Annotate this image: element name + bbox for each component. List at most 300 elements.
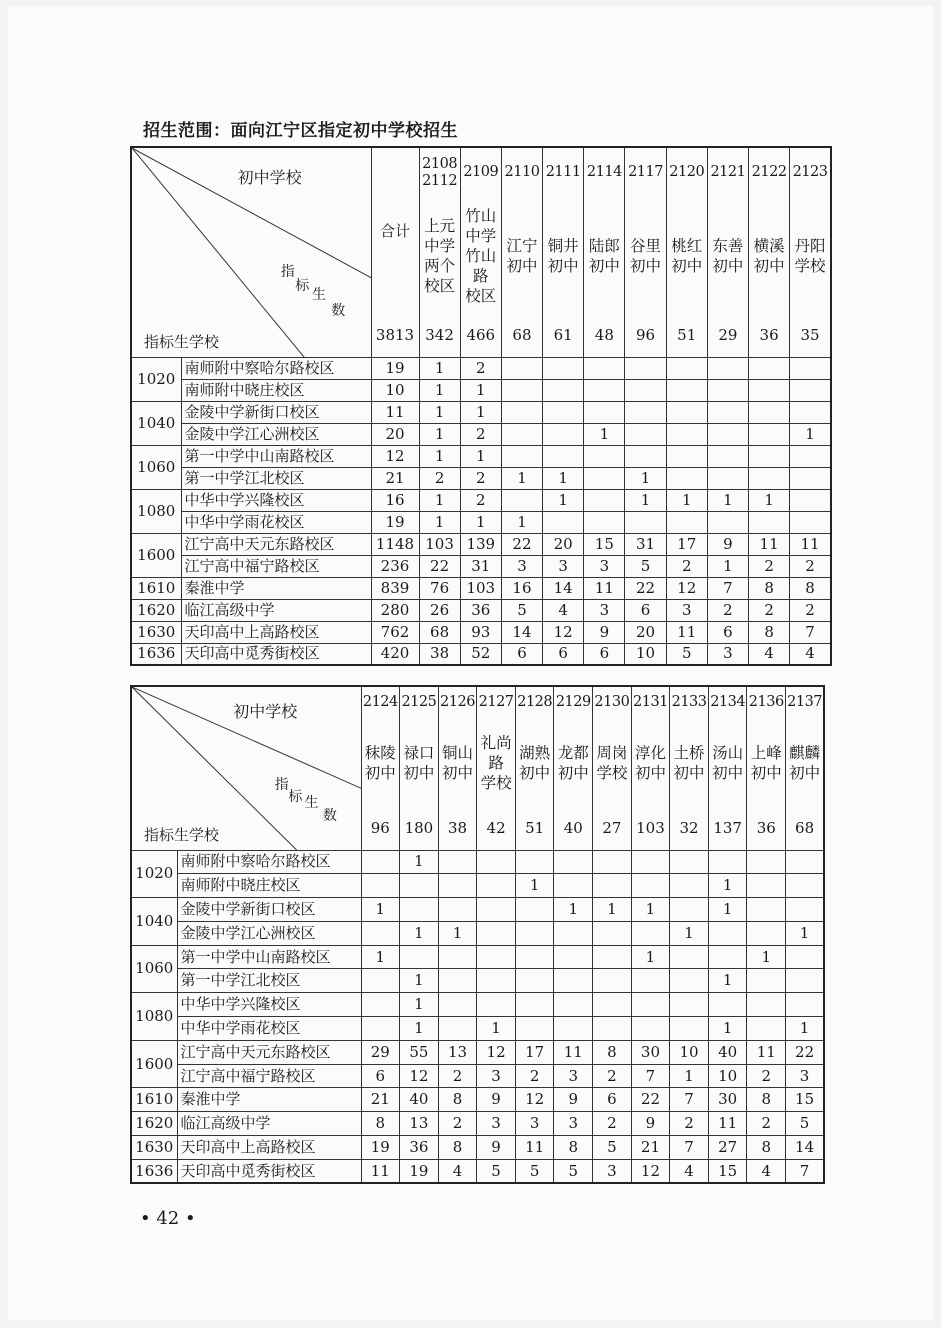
quota-cell: 2 [670, 1112, 709, 1136]
quota-cell [593, 921, 632, 945]
group-code-cell: 1040 [131, 401, 181, 445]
school-quota-value: 137 [708, 808, 747, 850]
school-quota-value: 68 [786, 808, 825, 850]
quota-cell: 1 [460, 401, 501, 423]
quota-cell: 11 [747, 1040, 786, 1064]
quota-cell: 30 [631, 1040, 670, 1064]
quota-cell [543, 445, 584, 467]
quota-cell: 1 [708, 898, 747, 922]
quota-cell [707, 423, 748, 445]
quota-cell: 36 [460, 599, 501, 621]
group-code-cell: 1610 [131, 577, 181, 599]
quota-cell [666, 357, 707, 379]
quota-cell [501, 379, 542, 401]
diagonal-label-char: 指 [274, 777, 289, 794]
quota-cell: 19 [361, 1136, 400, 1160]
school-code-header: 2117 [625, 147, 666, 197]
quota-cell: 6 [361, 1064, 400, 1088]
school-code-header: 2120 [666, 147, 707, 197]
quota-cell [790, 357, 831, 379]
quota-cell [554, 945, 593, 969]
quota-cell: 1 [501, 467, 542, 489]
quota-cell: 11 [666, 621, 707, 643]
quota-cell: 9 [584, 621, 625, 643]
quota-cell: 40 [400, 1088, 439, 1112]
school-quota-value: 36 [747, 808, 786, 850]
quota-cell: 20 [625, 621, 666, 643]
school-quota-value: 36 [749, 315, 790, 357]
quota-cell [543, 423, 584, 445]
quota-cell: 6 [501, 643, 542, 665]
school-code-header: 2134 [708, 686, 747, 718]
quota-cell [708, 850, 747, 874]
school-code-header: 2122 [749, 147, 790, 197]
high-school-name-cell: 秦淮中学 [181, 577, 371, 599]
quota-cell: 4 [670, 1159, 709, 1183]
table-row [131, 1136, 824, 1160]
quota-cell [554, 993, 593, 1017]
group-code-cell: 1620 [131, 1112, 177, 1136]
table-row [131, 874, 824, 898]
high-school-name-cell: 临江高级中学 [177, 1112, 361, 1136]
group-code-cell: 1610 [131, 1088, 177, 1112]
quota-cell: 5 [515, 1159, 554, 1183]
quota-cell: 1 [400, 969, 439, 993]
quota-cell: 93 [460, 621, 501, 643]
diagonal-label-char: 标 [288, 788, 303, 805]
quota-cell [707, 445, 748, 467]
quota-cell [400, 874, 439, 898]
quota-cell: 5 [501, 599, 542, 621]
quota-cell [554, 1017, 593, 1041]
quota-cell [708, 921, 747, 945]
group-code-cell: 1020 [131, 850, 177, 898]
quota-cell [477, 850, 516, 874]
school-name-header: 丹阳 学校 [790, 197, 831, 315]
quota-cell [584, 467, 625, 489]
quota-cell: 2 [460, 423, 501, 445]
quota-cell [707, 379, 748, 401]
quota-cell [707, 511, 748, 533]
quota-cell [747, 969, 786, 993]
high-school-name-cell: 金陵中学江心洲校区 [177, 921, 361, 945]
quota-cell: 9 [554, 1088, 593, 1112]
school-name-header: 周岗 学校 [593, 718, 632, 808]
table-row [131, 423, 831, 445]
grand-total-value: 3813 [371, 315, 419, 357]
high-school-name-cell: 江宁高中天元东路校区 [177, 1040, 361, 1064]
quota-cell: 4 [438, 1159, 477, 1183]
quota-cell [400, 945, 439, 969]
row-total-cell: 16 [371, 489, 419, 511]
quota-cell: 1 [419, 379, 460, 401]
quota-cell: 1 [501, 511, 542, 533]
quota-cell: 13 [438, 1040, 477, 1064]
quota-cell: 8 [593, 1040, 632, 1064]
table-row [131, 969, 824, 993]
quota-cell: 1 [708, 969, 747, 993]
quota-cell [438, 993, 477, 1017]
high-school-name-cell: 南师附中晓庄校区 [181, 379, 371, 401]
quota-cell: 1 [419, 511, 460, 533]
quota-cell: 2 [460, 357, 501, 379]
quota-cell: 52 [460, 643, 501, 665]
quota-cell [790, 489, 831, 511]
quota-cell: 11 [708, 1112, 747, 1136]
quota-cell [666, 511, 707, 533]
school-quota-value: 103 [631, 808, 670, 850]
quota-cell: 8 [790, 577, 831, 599]
quota-cell: 1 [400, 993, 439, 1017]
quota-cell [501, 445, 542, 467]
quota-cell [790, 379, 831, 401]
table-row [131, 993, 824, 1017]
quota-cell [786, 898, 825, 922]
school-quota-value: 27 [593, 808, 632, 850]
quota-cell: 2 [749, 599, 790, 621]
quota-cell: 1 [747, 945, 786, 969]
row-total-cell: 280 [371, 599, 419, 621]
enrollment-scope-caption: 招生范围：面向江宁区指定初中学校招生 [143, 121, 458, 141]
quota-cell: 10 [625, 643, 666, 665]
school-code-header: 2114 [584, 147, 625, 197]
table-row [131, 599, 831, 621]
school-code-header: 2126 [438, 686, 477, 718]
quota-cell [625, 423, 666, 445]
quota-cell [515, 921, 554, 945]
quota-cell [554, 850, 593, 874]
total-header: 合计 [371, 147, 419, 315]
school-name-header: 土桥 初中 [670, 718, 709, 808]
high-school-name-cell: 金陵中学江心洲校区 [181, 423, 371, 445]
table-row [131, 511, 831, 533]
school-code-header: 2136 [747, 686, 786, 718]
quota-cell: 11 [584, 577, 625, 599]
school-code-header: 2131 [631, 686, 670, 718]
quota-cell: 22 [631, 1088, 670, 1112]
group-code-cell: 1020 [131, 357, 181, 401]
quota-cell: 2 [749, 555, 790, 577]
quota-cell: 6 [593, 1088, 632, 1112]
quota-cell [631, 874, 670, 898]
quota-cell: 3 [666, 599, 707, 621]
quota-cell: 40 [708, 1040, 747, 1064]
table-row [131, 1088, 824, 1112]
quota-cell [361, 850, 400, 874]
quota-cell: 11 [515, 1136, 554, 1160]
quota-cell: 3 [477, 1064, 516, 1088]
quota-cell: 1 [543, 467, 584, 489]
quota-cell [543, 511, 584, 533]
quota-cell: 139 [460, 533, 501, 555]
quota-cell [631, 993, 670, 1017]
school-code-header: 2109 [460, 147, 501, 197]
quota-cell: 1 [786, 921, 825, 945]
quota-cell: 1 [631, 898, 670, 922]
table-row [131, 621, 831, 643]
quota-cell: 3 [543, 555, 584, 577]
quota-cell [477, 993, 516, 1017]
quota-cell: 1 [670, 921, 709, 945]
quota-cell [666, 379, 707, 401]
school-quota-value: 466 [460, 315, 501, 357]
school-name-header: 汤山 初中 [708, 718, 747, 808]
school-code-header: 2130 [593, 686, 632, 718]
high-school-name-cell: 江宁高中天元东路校区 [181, 533, 371, 555]
quota-cell: 3 [593, 1159, 632, 1183]
quota-cell: 11 [749, 533, 790, 555]
quota-cell [501, 489, 542, 511]
quota-cell: 2 [707, 599, 748, 621]
quota-cell [786, 850, 825, 874]
quota-cell: 26 [419, 599, 460, 621]
school-quota-value: 29 [707, 315, 748, 357]
high-school-name-cell: 临江高级中学 [181, 599, 371, 621]
quota-cell: 8 [747, 1088, 786, 1112]
quota-cell [631, 969, 670, 993]
row-axis-label: 指标生学校 [144, 333, 220, 351]
quota-cell: 55 [400, 1040, 439, 1064]
school-quota-value: 42 [477, 808, 516, 850]
quota-cell: 5 [625, 555, 666, 577]
quota-cell [670, 874, 709, 898]
quota-cell: 2 [593, 1064, 632, 1088]
quota-cell: 13 [400, 1112, 439, 1136]
school-quota-value: 51 [666, 315, 707, 357]
school-name-header: 麒麟 初中 [786, 718, 825, 808]
quota-cell: 6 [707, 621, 748, 643]
page-number: • 42 • [140, 1208, 196, 1229]
quota-cell: 22 [419, 555, 460, 577]
quota-cell [584, 357, 625, 379]
quota-cell: 7 [631, 1064, 670, 1088]
quota-cell [438, 898, 477, 922]
quota-cell: 3 [554, 1112, 593, 1136]
quota-cell [438, 969, 477, 993]
high-school-name-cell: 金陵中学新街口校区 [177, 898, 361, 922]
school-code-header: 2125 [400, 686, 439, 718]
quota-cell [670, 898, 709, 922]
school-name-header: 铜井 初中 [543, 197, 584, 315]
high-school-name-cell: 南师附中晓庄校区 [177, 874, 361, 898]
quota-cell [554, 921, 593, 945]
quota-cell [477, 945, 516, 969]
quota-cell [438, 1017, 477, 1041]
quota-cell: 21 [361, 1088, 400, 1112]
quota-cell [554, 874, 593, 898]
table-row [131, 1040, 824, 1064]
quota-cell: 10 [670, 1040, 709, 1064]
quota-cell: 2 [515, 1064, 554, 1088]
school-name-header: 竹山 中学 竹山 路 校区 [460, 197, 501, 315]
diagonal-label-char: 标 [295, 278, 310, 295]
quota-cell [747, 921, 786, 945]
quota-cell [593, 945, 632, 969]
quota-cell [554, 969, 593, 993]
quota-cell: 17 [666, 533, 707, 555]
quota-cell [707, 401, 748, 423]
table-row [131, 401, 831, 423]
quota-cell [361, 921, 400, 945]
quota-cell [708, 945, 747, 969]
quota-cell: 1 [708, 874, 747, 898]
quota-cell: 2 [747, 1112, 786, 1136]
quota-cell: 1 [707, 555, 748, 577]
quota-cell: 8 [747, 1136, 786, 1160]
quota-cell [515, 1017, 554, 1041]
quota-cell: 3 [786, 1064, 825, 1088]
high-school-name-cell: 秦淮中学 [177, 1088, 361, 1112]
quota-cell: 1 [438, 921, 477, 945]
school-code-header: 2123 [790, 147, 831, 197]
quota-cell: 10 [708, 1064, 747, 1088]
school-name-header: 礼尚 路 学校 [477, 718, 516, 808]
quota-cell: 1 [543, 489, 584, 511]
quota-cell: 1 [749, 489, 790, 511]
school-quota-value: 40 [554, 808, 593, 850]
quota-cell: 7 [670, 1088, 709, 1112]
quota-cell: 1 [625, 467, 666, 489]
quota-cell: 6 [543, 643, 584, 665]
column-axis-label: 初中学校 [233, 702, 298, 722]
school-name-header: 上峰 初中 [747, 718, 786, 808]
quota-cell: 1 [460, 445, 501, 467]
header-code-row [131, 686, 824, 718]
table-row [131, 850, 824, 874]
table-row [131, 1112, 824, 1136]
quota-cell [584, 511, 625, 533]
quota-cell [477, 921, 516, 945]
quota-cell [747, 898, 786, 922]
quota-cell [790, 467, 831, 489]
group-code-cell: 1080 [131, 489, 181, 533]
quota-cell: 3 [554, 1064, 593, 1088]
quota-cell: 3 [584, 555, 625, 577]
quota-cell [670, 850, 709, 874]
quota-cell: 16 [501, 577, 542, 599]
table-row [131, 921, 824, 945]
table-row [131, 898, 824, 922]
quota-cell [786, 945, 825, 969]
quota-cell: 1 [400, 921, 439, 945]
table-row [131, 533, 831, 555]
quota-cell: 1 [419, 445, 460, 467]
quota-cell: 1 [419, 357, 460, 379]
school-name-header: 上元 中学 两个 校区 [419, 197, 460, 315]
school-code-header: 2128 [515, 686, 554, 718]
quota-cell: 11 [790, 533, 831, 555]
quota-table-2 [130, 685, 825, 1184]
quota-cell: 7 [670, 1136, 709, 1160]
school-code-header: 2129 [554, 686, 593, 718]
quota-cell [749, 379, 790, 401]
quota-cell: 27 [708, 1136, 747, 1160]
quota-cell: 15 [708, 1159, 747, 1183]
school-quota-value: 61 [543, 315, 584, 357]
quota-cell: 15 [786, 1088, 825, 1112]
high-school-name-cell: 中华中学兴隆校区 [177, 993, 361, 1017]
school-name-header: 陆郎 初中 [584, 197, 625, 315]
diagonal-label-char: 生 [304, 795, 319, 812]
school-name-header: 禄口 初中 [400, 718, 439, 808]
quota-cell [438, 850, 477, 874]
quota-cell [593, 969, 632, 993]
school-name-header: 东善 初中 [707, 197, 748, 315]
quota-cell [666, 467, 707, 489]
high-school-name-cell: 金陵中学新街口校区 [181, 401, 371, 423]
school-code-header: 2121 [707, 147, 748, 197]
diagonal-label-char: 数 [331, 303, 346, 320]
table-row [131, 1159, 824, 1183]
quota-cell [593, 1017, 632, 1041]
row-total-cell: 12 [371, 445, 419, 467]
quota-cell [707, 467, 748, 489]
quota-cell: 12 [666, 577, 707, 599]
quota-cell [438, 945, 477, 969]
quota-cell: 6 [625, 599, 666, 621]
quota-cell: 1 [400, 850, 439, 874]
school-name-header: 湖熟 初中 [515, 718, 554, 808]
school-code-header: 2127 [477, 686, 516, 718]
quota-cell: 5 [554, 1159, 593, 1183]
group-code-cell: 1630 [131, 621, 181, 643]
table-row [131, 555, 831, 577]
table-row [131, 643, 831, 665]
quota-cell: 12 [515, 1088, 554, 1112]
quota-cell: 8 [749, 621, 790, 643]
quota-cell: 8 [749, 577, 790, 599]
table-row [131, 445, 831, 467]
quota-cell [501, 401, 542, 423]
row-total-cell: 1148 [371, 533, 419, 555]
table-row [131, 1064, 824, 1088]
quota-cell [749, 511, 790, 533]
quota-cell: 5 [477, 1159, 516, 1183]
quota-cell [501, 423, 542, 445]
quota-cell [625, 445, 666, 467]
quota-cell: 8 [554, 1136, 593, 1160]
school-quota-value: 51 [515, 808, 554, 850]
quota-cell: 22 [786, 1040, 825, 1064]
school-quota-value: 32 [670, 808, 709, 850]
high-school-name-cell: 天印高中觅秀街校区 [181, 643, 371, 665]
quota-cell [631, 850, 670, 874]
quota-cell: 30 [708, 1088, 747, 1112]
quota-cell: 1 [593, 898, 632, 922]
corner-header-cell [131, 686, 361, 850]
quota-cell: 1 [707, 489, 748, 511]
school-name-header: 淳化 初中 [631, 718, 670, 808]
quota-cell: 5 [666, 643, 707, 665]
school-quota-value: 38 [438, 808, 477, 850]
quota-cell [584, 489, 625, 511]
quota-cell: 1 [666, 489, 707, 511]
quota-cell [477, 969, 516, 993]
quota-cell: 14 [501, 621, 542, 643]
quota-cell: 5 [593, 1136, 632, 1160]
quota-cell [625, 379, 666, 401]
school-quota-value: 342 [419, 315, 460, 357]
high-school-name-cell: 第一中学中山南路校区 [181, 445, 371, 467]
diagonal-label-char: 生 [312, 286, 326, 303]
row-total-cell: 20 [371, 423, 419, 445]
row-axis-label: 指标生学校 [144, 826, 220, 844]
quota-cell: 1 [786, 1017, 825, 1041]
quota-cell [670, 945, 709, 969]
quota-cell: 19 [400, 1159, 439, 1183]
group-code-cell: 1600 [131, 533, 181, 577]
quota-cell: 11 [361, 1159, 400, 1183]
